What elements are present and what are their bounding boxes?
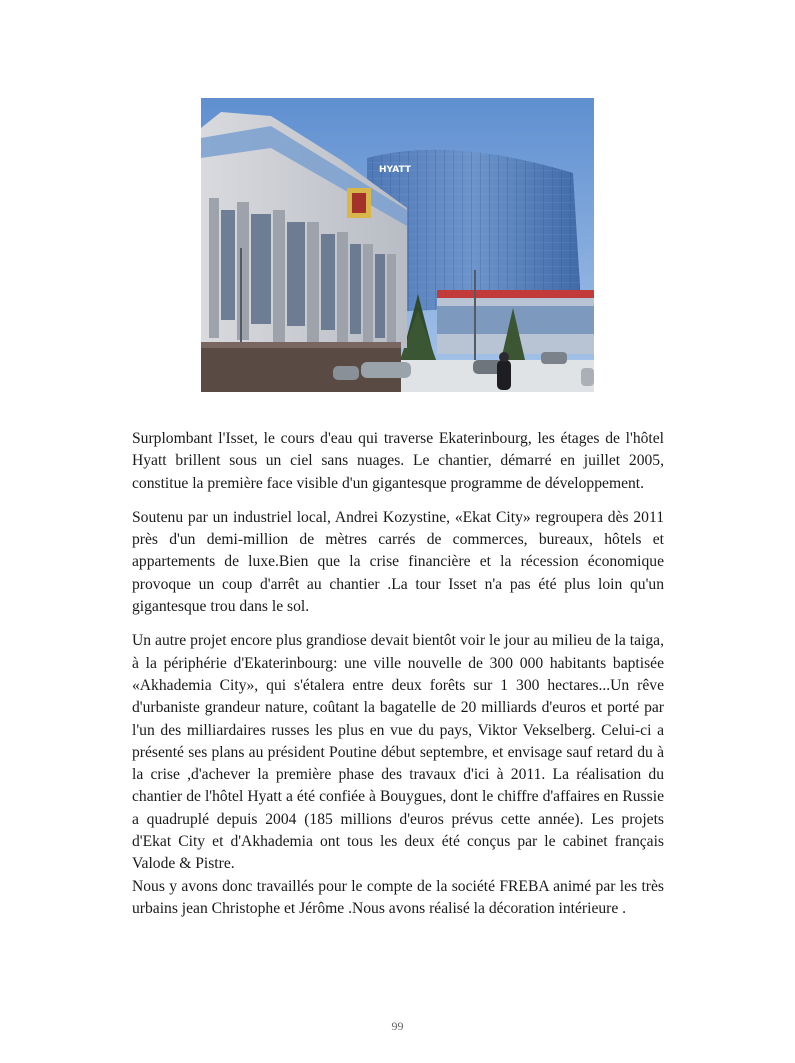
car — [581, 368, 594, 386]
hotel-photo — [201, 98, 594, 392]
paragraph-ekat-city: Soutenu par un industriel local, Andrei Kozystine, «Ekat City» regroupera dès 2011 près d'un demi-million de mètres carrés de commerces, bureaux, hôtels et appartements de luxe.Bien que la crise financière et la récession économique provoque un coup d'arrêt au chantier .La tour Isset n'a pas été plus loin qu'un gigantesque trou dans le sol. — [132, 508, 664, 616]
car — [333, 366, 359, 380]
article-text — [132, 428, 664, 920]
paragraph-hyatt-intro: Surplombant l'Isset, le cours d'eau qui traverse Ekaterinbourg, les étages de l'hôtel Hyatt brillent sous un ciel sans nuages. Le chantier, démarré en juillet 2005, constitue la première face visible d'un gigantesque programme de développement. — [132, 430, 664, 492]
hyatt-sign: HYATT — [379, 165, 411, 175]
car — [361, 362, 411, 378]
pedestrian — [497, 360, 511, 390]
page-number: 99 — [391, 1019, 404, 1033]
car — [541, 352, 567, 364]
paragraph-akhademia-city: Un autre projet encore plus grandiose devait bientôt voir le jour au milieu de la taiga, à la périphérie d'Ekaterinbourg: une ville nouvelle de 300 000 habitants baptisée «Akhademia City», qui s'étalera entre deux forêts sur 1 300 hectares...Un rêve d'urbaniste grandeur nature, coûtant la bagatelle de 20 milliards d'euros et porté par l'un des milliardaires russes les plus en vue du pays, Viktor Vekselberg. Celui-ci a présenté ses plans au président Poutine début septembre, et envisage sauf retard du à la crise ,d'achever la première phase des travaux d'ici à 2011. La réalisation du chantier de l'hôtel Hyatt a été confiée à Bouygues, dont le chiffre d'affaires en Russie a quadruplé depuis 2004 (185 millions d'euros prévus cette année). Les projets d'Ekat City et d'Akhademia ont tous les deux été conçus par le cabinet français Valode & Pistre. — [132, 632, 664, 873]
paragraph-freba: Nous y avons donc travaillés pour le compte de la société FREBA animé par les très urbains jean Christophe et Jérôme .Nous avons réalisé la décoration intérieure . — [132, 877, 664, 917]
